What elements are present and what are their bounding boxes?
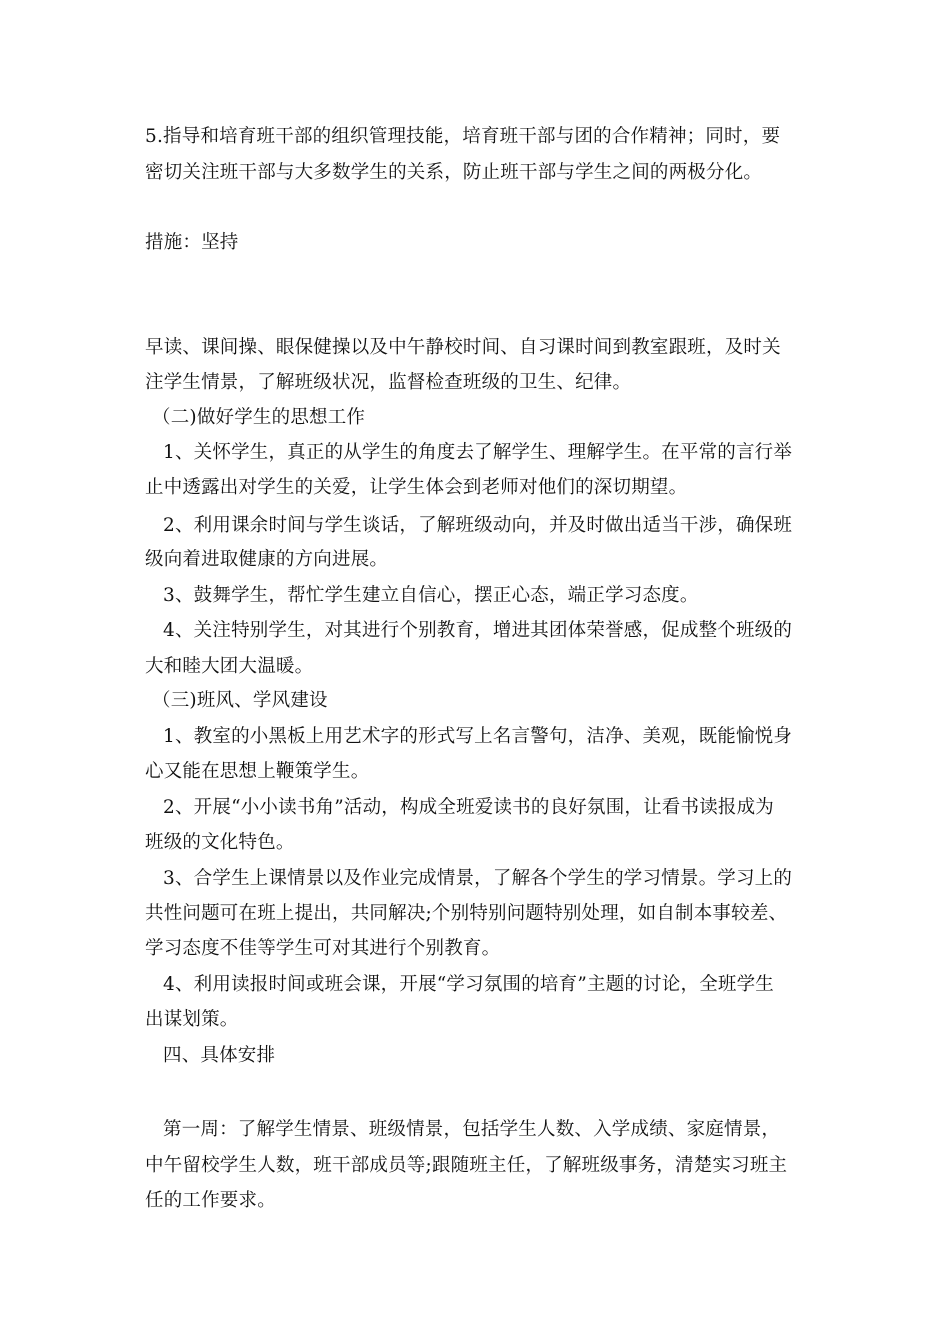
text-line: 心又能在思想上鞭策学生。	[145, 761, 370, 782]
text-line: 3、合学生上课情景以及作业完成情景，了解各个学生的学习情景。学习上的	[163, 868, 793, 889]
text-line: 4、关注特别学生，对其进行个别教育，增进其团体荣誉感，促成整个班级的	[163, 620, 793, 641]
text-line: 5.指导和培育班干部的组织管理技能，培育班干部与团的合作精神；同时，要	[145, 126, 781, 147]
text-line: 注学生情景，了解班级状况，监督检查班级的卫生、纪律。	[145, 372, 632, 393]
text-line: 任的工作要求。	[145, 1190, 276, 1211]
text-line: 出谋划策。	[145, 1009, 239, 1030]
text-line: 班级的文化特色。	[145, 832, 295, 853]
text-line: 1、关怀学生，真正的从学生的角度去了解学生、理解学生。在平常的言行举	[163, 442, 793, 463]
text-line: 大和睦大团大温暖。	[145, 656, 314, 677]
text-line: 学习态度不佳等学生可对其进行个别教育。	[145, 938, 501, 959]
text-line: 1、教室的小黑板上用艺术字的形式写上名言警句，洁净、美观，既能愉悦身	[163, 726, 793, 747]
section-heading: 四、具体安排	[163, 1045, 276, 1066]
text-line: 3、鼓舞学生，帮忙学生建立自信心，摆正心态，端正学习态度。	[163, 585, 699, 606]
text-line: 2、利用课余时间与学生谈话，了解班级动向，并及时做出适当干涉，确保班	[163, 515, 793, 536]
text-line: 止中透露出对学生的关爱，让学生体会到老师对他们的深切期望。	[145, 477, 688, 498]
text-line: 2、开展“小小读书角”活动，构成全班爱读书的良好氛围，让看书读报成为	[163, 797, 774, 818]
text-line: 4、利用读报时间或班会课，开展“学习氛围的培育”主题的讨论，全班学生	[163, 974, 774, 995]
text-line: 共性问题可在班上提出，共同解决;个别特别问题特别处理，如自制本事较差、	[145, 903, 788, 924]
section-heading: （二)做好学生的思想工作	[152, 407, 366, 428]
text-line: 措施：坚持	[145, 232, 239, 253]
text-line: 密切关注班干部与大多数学生的关系，防止班干部与学生之间的两极分化。	[145, 162, 763, 183]
text-line: 早读、课间操、眼保健操以及中午静校时间、自习课时间到教室跟班，及时关	[145, 337, 781, 358]
text-line: 第一周：了解学生情景、班级情景，包括学生人数、入学成绩、家庭情景，	[163, 1119, 781, 1140]
section-heading: （三)班风、学风建设	[152, 690, 328, 711]
text-line: 中午留校学生人数，班干部成员等;跟随班主任，了解班级事务，清楚实习班主	[145, 1155, 788, 1176]
text-line: 级向着进取健康的方向进展。	[145, 549, 389, 570]
